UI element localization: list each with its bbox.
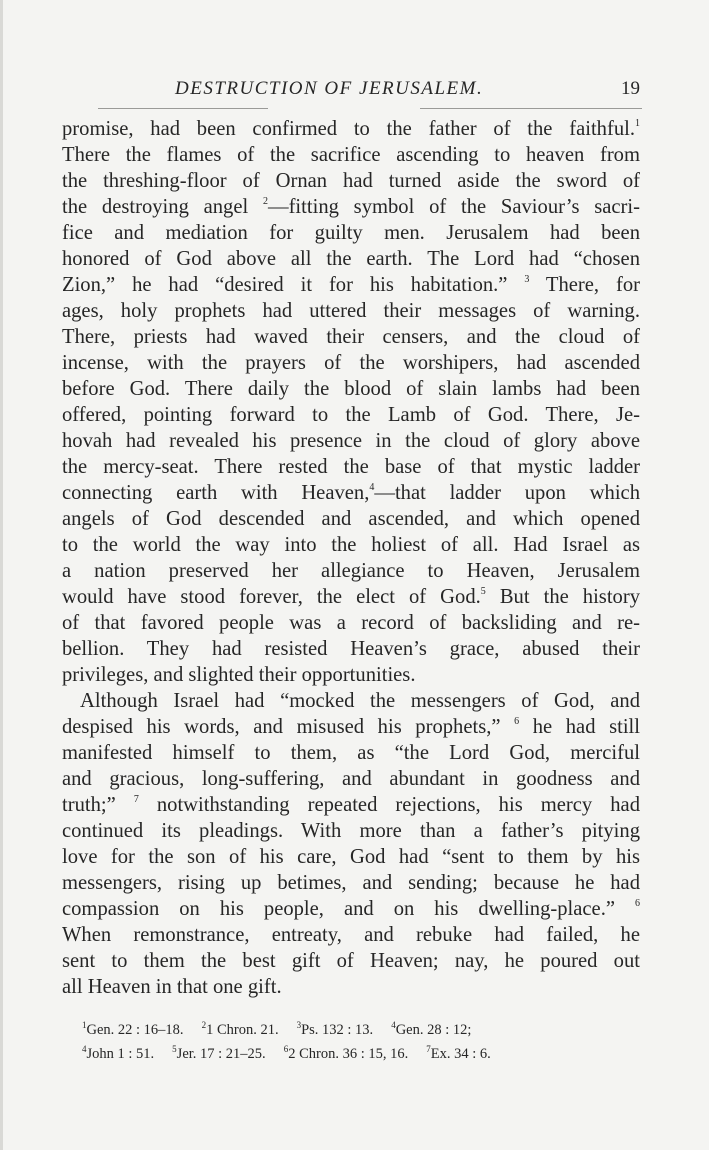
text-run: There, priests had waved their censers, and the cloud of: [62, 326, 640, 348]
text-run: fice and mediation for guilty men. Jerusalem had been: [62, 222, 640, 244]
page-edge: [0, 0, 3, 1150]
footnote-mark: 5: [172, 1044, 177, 1054]
text-line: [62, 922, 640, 948]
footnote-reference: Gen. 28 : 12;: [395, 1022, 472, 1038]
text-line: [62, 350, 640, 376]
text-run: continued its pleadings. With more than a father’s pitying: [62, 820, 640, 842]
text-line: [62, 142, 640, 168]
text-run: —fitting symbol of the Saviour’s sacri-: [267, 196, 640, 218]
text-line: [62, 740, 640, 766]
header-rule: [420, 108, 642, 109]
footnote-marker: 2: [262, 196, 268, 207]
footnote-reference: Jer. 17 : 21–25.: [176, 1046, 266, 1062]
text-run: all Heaven in that one gift.: [62, 976, 282, 998]
text-line: [62, 948, 640, 974]
text-line: [62, 532, 640, 558]
text-line: [62, 974, 640, 1000]
text-run: When remonstrance, entreaty, and rebuke had failed, he: [62, 924, 640, 946]
text-run: before God. There daily the blood of slain lambs had been: [62, 378, 640, 400]
text-run: Zion,” he had “desired it for his habitation.”: [62, 274, 525, 296]
text-run: love for the son of his care, God had “sent to them by his: [62, 846, 640, 868]
footnote-marker: 6: [514, 716, 520, 727]
text-run: There the flames of the sacrifice ascending to heaven from: [62, 144, 640, 166]
text-run: despised his words, and misused his prophets,”: [62, 716, 515, 738]
footnote: [172, 1042, 266, 1066]
text-line: [62, 662, 640, 688]
footnote-marker: 1: [635, 118, 640, 129]
text-line: [62, 610, 640, 636]
page-header: [97, 76, 642, 106]
text-line: [62, 766, 640, 792]
text-line: [62, 194, 640, 220]
text-line: [62, 272, 640, 298]
running-head: DESTRUCTION OF JERUSALEM.: [175, 78, 484, 99]
footnote: [391, 1018, 471, 1042]
text-run: truth;”: [62, 794, 134, 816]
footnote: [297, 1018, 374, 1042]
footnote-line: [82, 1018, 642, 1042]
footnote-reference: Gen. 22 : 16–18.: [86, 1022, 184, 1038]
footnote: [284, 1042, 409, 1066]
footnote-marker: 4: [369, 482, 375, 493]
text-run: he had still: [519, 716, 640, 738]
page-number: 19: [621, 78, 640, 99]
text-run: Although Israel had “mocked the messengers of God, and: [80, 690, 640, 712]
text-line: [62, 870, 640, 896]
text-run: notwithstanding repeated rejections, his mercy had: [138, 794, 640, 816]
text-line: [62, 402, 640, 428]
text-run: connecting earth with Heaven,: [62, 482, 370, 504]
text-line: [62, 480, 640, 506]
paragraph: [62, 688, 640, 1000]
text-run: manifested himself to them, as “the Lord God, merciful: [62, 742, 640, 764]
text-line: [62, 298, 640, 324]
header-rule: [98, 108, 268, 109]
footnote-marker: 7: [133, 794, 139, 805]
text-run: the threshing-floor of Ornan had turned aside the sword of: [62, 170, 640, 192]
footnote-mark: 7: [426, 1044, 431, 1054]
text-run: of that favored people was a record of backsliding and re-: [62, 612, 640, 634]
text-run: sent to them the best gift of Heaven; nay, he poured out: [62, 950, 640, 972]
text-line: [62, 844, 640, 870]
text-line: [62, 818, 640, 844]
text-line: [62, 896, 640, 922]
text-run: promise, had been confirmed to the father of the faithful.: [62, 118, 635, 140]
footnote: [82, 1042, 154, 1066]
footnote-marker: 3: [524, 274, 530, 285]
footnote-mark: 2: [201, 1020, 207, 1030]
footnote-reference: John 1 : 51.: [86, 1046, 155, 1062]
footnote: [82, 1018, 184, 1042]
text-line: [62, 246, 640, 272]
text-line: [62, 558, 640, 584]
footnote-marker: 6: [635, 898, 640, 909]
text-line: [62, 636, 640, 662]
footnote-mark: 6: [283, 1044, 289, 1054]
footnote-marker: 5: [480, 586, 486, 597]
footnote: [202, 1018, 279, 1042]
text-run: offered, pointing forward to the Lamb of God. There, Je-: [62, 404, 640, 426]
text-run: to the world the way into the holiest of all. Had Israel as: [62, 534, 640, 556]
footnote: [426, 1042, 491, 1066]
footnote-mark: 4: [82, 1044, 87, 1054]
paragraph: [62, 116, 640, 688]
text-run: and gracious, long-suffering, and abundant in goodness and: [62, 768, 640, 790]
footnotes: [82, 1018, 642, 1066]
text-run: compassion on his people, and on his dwelling-place.”: [62, 898, 635, 920]
text-line: [62, 506, 640, 532]
text-run: the mercy-seat. There rested the base of that mystic ladder: [62, 456, 640, 478]
text-run: angels of God descended and ascended, and which opened: [62, 508, 640, 530]
text-run: But the history: [485, 586, 640, 608]
text-line: [62, 584, 640, 610]
body-text: [62, 116, 640, 1000]
text-line: [62, 168, 640, 194]
text-run: honored of God above all the earth. The Lord had “chosen: [62, 248, 640, 270]
text-run: incense, with the prayers of the worshipers, had ascended: [62, 352, 640, 374]
text-line: [62, 714, 640, 740]
footnote-reference: Ex. 34 : 6.: [430, 1046, 491, 1062]
footnote-line: [82, 1042, 642, 1066]
text-run: messengers, rising up betimes, and sending; because he had: [62, 872, 640, 894]
text-line: [62, 792, 640, 818]
text-run: bellion. They had resisted Heaven’s grace, abused their: [62, 638, 640, 660]
text-line: [62, 324, 640, 350]
text-run: would have stood forever, the elect of God.: [62, 586, 481, 608]
footnote-reference: 1 Chron. 21.: [206, 1022, 279, 1038]
footnote-reference: Ps. 132 : 13.: [301, 1022, 374, 1038]
footnote-mark: 3: [296, 1020, 302, 1030]
text-line: [62, 220, 640, 246]
text-run: the destroying angel: [62, 196, 263, 218]
footnote-reference: 2 Chron. 36 : 15, 16.: [288, 1046, 409, 1062]
text-line: [62, 454, 640, 480]
text-line: [62, 116, 640, 142]
footnote-mark: 4: [391, 1020, 396, 1030]
text-line: [62, 376, 640, 402]
text-run: hovah had revealed his presence in the cloud of glory above: [62, 430, 640, 452]
text-run: There, for: [529, 274, 640, 296]
text-run: ages, holy prophets had uttered their messages of warning.: [62, 300, 640, 322]
text-run: —that ladder upon which: [374, 482, 640, 504]
text-run: a nation preserved her allegiance to Heaven, Jerusalem: [62, 560, 640, 582]
text-line: [62, 428, 640, 454]
footnote-mark: 1: [82, 1020, 87, 1030]
text-line: [62, 688, 640, 714]
text-run: privileges, and slighted their opportunities.: [62, 664, 416, 686]
